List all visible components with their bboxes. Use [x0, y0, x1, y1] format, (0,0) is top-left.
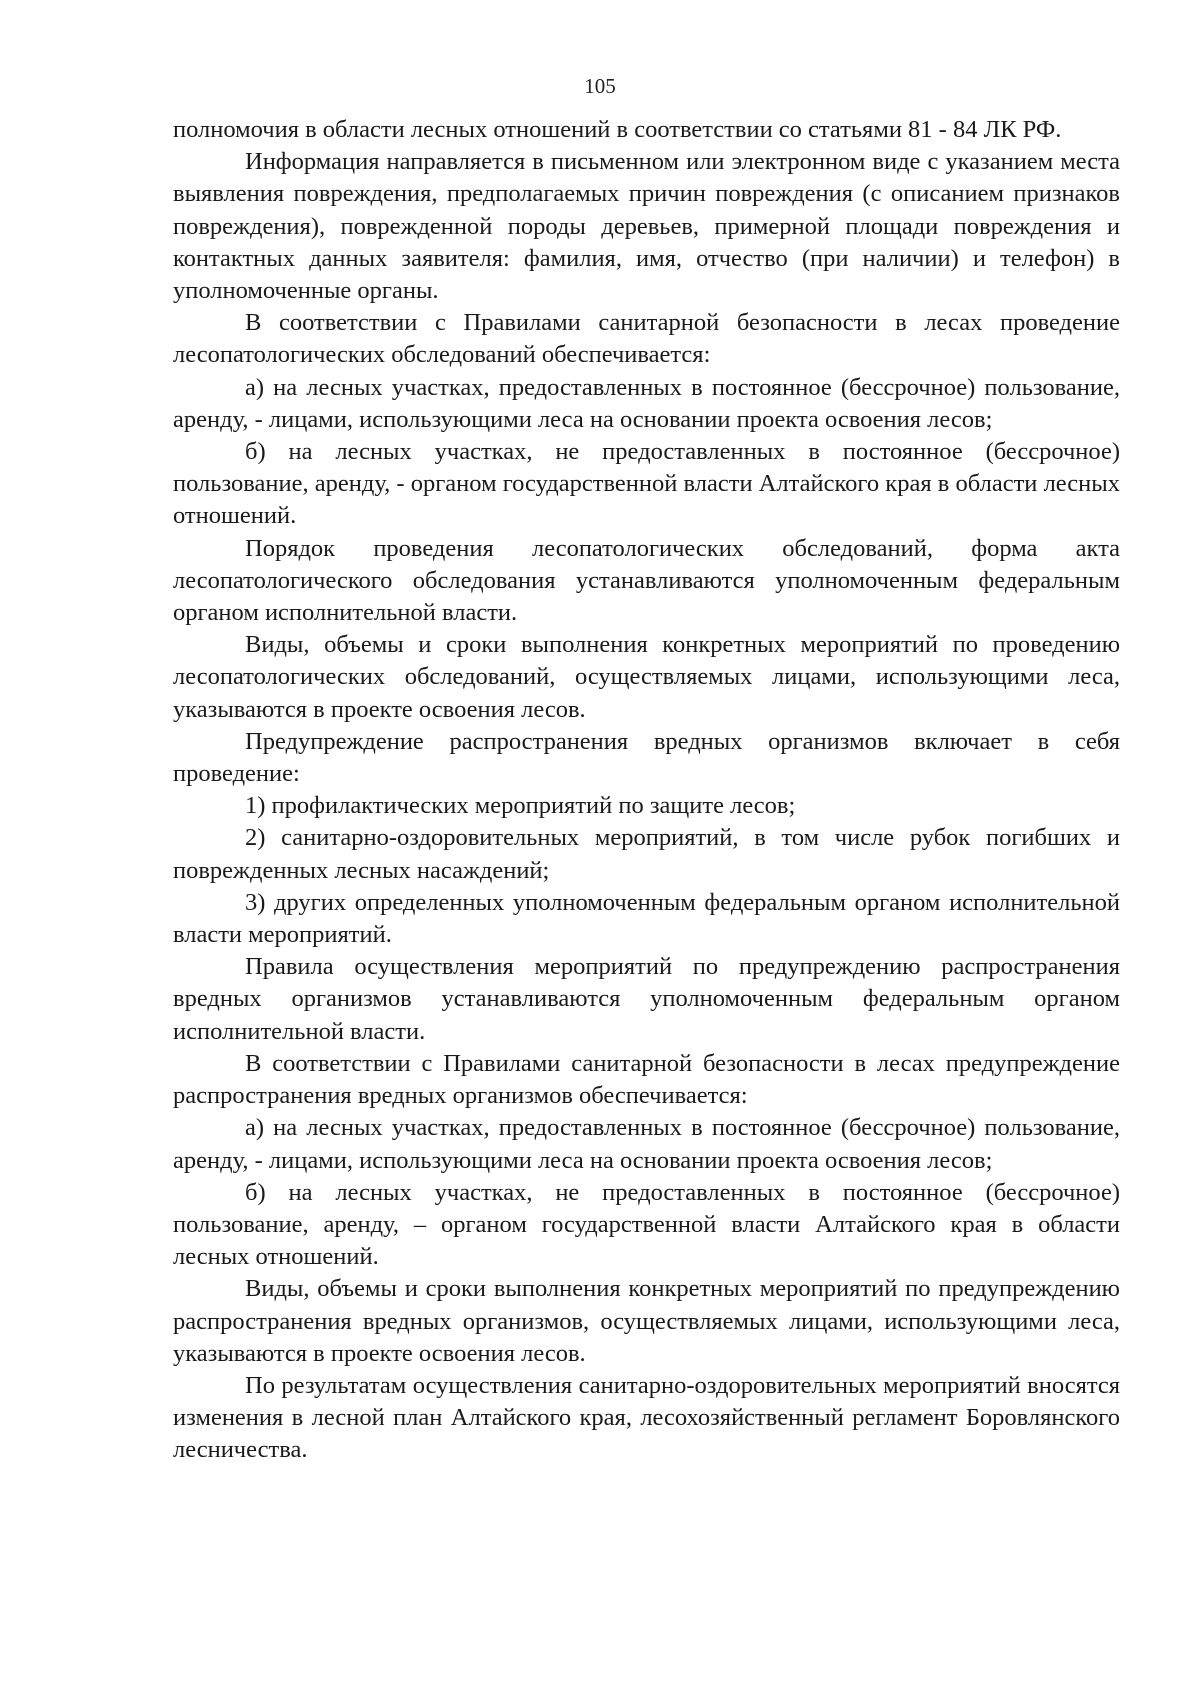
paragraph: полномочия в области лесных отношений в соответствии со статьями 81 - 84 ЛК РФ. — [173, 116, 1062, 143]
paragraph: Виды, объемы и сроки выполнения конкретных мероприятий по предупреждению распространения вредных организмов, осуществляемых лицами, использующими леса, указываются в проекте освоения лесов. — [173, 1275, 1120, 1367]
paragraph: Порядок проведения лесопатологических обследований, форма акта лесопатологического обследования устанавливаются уполномоченным федеральным органом исполнительной власти. — [173, 534, 1120, 627]
paragraph: Правила осуществления мероприятий по предупреждению распространения вредных организмов устанавливаются уполномоченным федеральным органом исполнительной власти. — [173, 953, 1120, 1045]
paragraph: а) на лесных участках, предоставленных в постоянное (бессрочное) пользование, аренду, - лицами, использующими леса на основании проекта освоения лесов; — [173, 373, 1120, 433]
paragraph: б) на лесных участках, не предоставленных в постоянное (бессрочное) пользование, аренду, – органом государственной власти Алтайского края в области лесных отношений. — [173, 1178, 1120, 1271]
page-number: 105 — [584, 74, 616, 98]
paragraph: б) на лесных участках, не предоставленных в постоянное (бессрочное) пользование, аренду, - органом государственной власти Алтайского края в области лесных отношений. — [173, 438, 1120, 530]
paragraph: 1) профилактических мероприятий по защите лесов; — [245, 792, 796, 820]
paragraph: 2) санитарно-оздоровительных мероприятий, в том числе рубок погибших и поврежденных лесных насаждений; — [173, 824, 1120, 884]
paragraph: В соответствии с Правилами санитарной безопасности в лесах проведение лесопатологических обследований обеспечивается: — [173, 309, 1120, 369]
document-body — [173, 114, 1120, 1467]
paragraph: В соответствии с Правилами санитарной безопасности в лесах предупреждение распространения вредных организмов обеспечивается: — [173, 1049, 1120, 1110]
paragraph: По результатам осуществления санитарно-оздоровительных мероприятий вносятся изменения в лесной план Алтайского края, лесохозяйственный регламент Боровлянского лесничества. — [173, 1371, 1120, 1464]
paragraph: а) на лесных участках, предоставленных в постоянное (бессрочное) пользование, аренду, - лицами, использующими леса на основании проекта освоения лесов; — [173, 1114, 1120, 1174]
paragraph: Виды, объемы и сроки выполнения конкретных мероприятий по проведению лесопатологических обследований, осуществляемых лицами, использующими леса, указываются в проекте освоения лесов. — [173, 631, 1120, 723]
paragraph: 3) других определенных уполномоченным федеральным органом исполнительной власти мероприятий. — [173, 888, 1120, 949]
paragraph: Информация направляется в письменном или электронном виде с указанием места выявления повреждения, предполагаемых причин повреждения (с описанием признаков повреждения), поврежденной породы деревьев, примерной площади повреждения и контактных данных заявителя: фамилия, имя, отчество (при наличии) и телефон) в уполномоченные органы. — [173, 148, 1120, 305]
paragraph: Предупреждение распространения вредных организмов включает в себя проведение: — [173, 727, 1120, 788]
